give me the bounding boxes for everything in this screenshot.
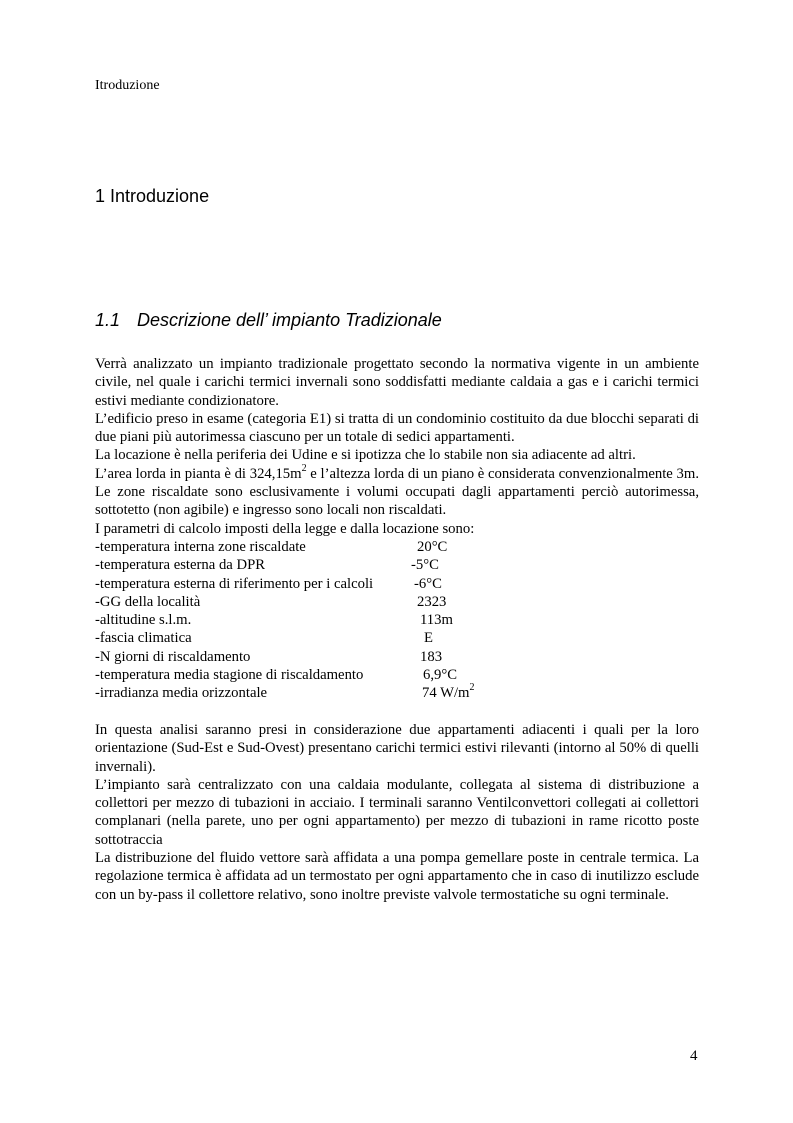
- parameter-row: [95, 648, 699, 666]
- parameter-row: [95, 666, 699, 684]
- parameter-value-text: 74 W/m: [422, 685, 470, 702]
- paragraph-intro: Verrà analizzato un impianto tradizionale progettato secondo la normativa vigente in un ambiente civile, nel quale i carichi termici invernali sono soddisfatti mediante caldaia a gas e i carichi termici estivi mediante condizionatore.: [95, 356, 699, 409]
- paragraph-area: [95, 462, 699, 520]
- parameters-list: [95, 538, 699, 703]
- parameter-row: [95, 611, 699, 629]
- subsection-title: Descrizione dell’ impianto Tradizionale: [137, 310, 442, 330]
- paragraph-building: L’edificio preso in esame (categoria E1) si tratta di un condominio costituito da due blocchi separati di due piani più autorimessa ciascuno per un totale di sedici appartamenti.: [95, 410, 699, 446]
- parameter-superscript: 2: [469, 682, 475, 694]
- params-intro: I parametri di calcolo imposti della legge e dalla locazione sono:: [95, 520, 475, 537]
- area-text-after: e l’altezza lorda di un piano è considerata convenzionalmente 3m. Le zone riscaldate sono esclusivamente i volumi occupati dagli appartamenti perciò autorimessa, sottotetto (non agibile) e ingresso sono locali non riscaldati.: [95, 465, 699, 519]
- parameter-row: [95, 629, 699, 647]
- area-superscript: 2: [301, 462, 307, 474]
- parameter-label: -fascia climatica: [95, 630, 192, 647]
- parameter-label: -N giorni di riscaldamento: [95, 648, 251, 665]
- parameter-label: -temperatura interna zone riscaldate: [95, 538, 306, 555]
- running-header: Itroduzione: [95, 78, 160, 93]
- parameter-label: -temperatura media stagione di riscaldamento: [95, 667, 364, 684]
- parameter-row: [95, 556, 699, 574]
- parameter-row: [95, 538, 699, 556]
- subsection-number: 1.1: [95, 310, 121, 330]
- parameter-row: [95, 575, 699, 593]
- subsection-heading: [95, 310, 442, 331]
- parameter-row: [95, 593, 699, 611]
- parameter-label: -irradianza media orizzontale: [95, 685, 268, 702]
- paragraph-distribution: La distribuzione del fluido vettore sarà affidata a una pompa gemellare poste in centrale termica. La regolazione termica è affidata ad un termostato per ogni appartamento che in caso di inutilizzo esclude con un by-pass il collettore relativo, sono inoltre previste valvole termostatiche su ogni terminale.: [95, 850, 699, 903]
- parameter-value: [422, 684, 474, 702]
- area-text-before: L’area lorda in pianta è di 324,15m: [95, 465, 302, 482]
- parameter-label: -altitudine s.l.m.: [95, 612, 192, 629]
- parameter-value: 2323: [417, 593, 447, 610]
- parameter-value: 20°C: [417, 538, 448, 555]
- parameter-value: 113m: [420, 612, 453, 629]
- paragraph-plant: L’impianto sarà centralizzato con una caldaia modulante, collegata al sistema di distribuzione a collettori per mezzo di tubazioni in acciaio. I terminali saranno Ventilconvettori collegati ai collettori complanari (nella parete, uno per ogni appartamento) per mezzo di tubazioni in rame ricotto poste sottotraccia: [95, 776, 699, 848]
- parameter-label: -temperatura esterna di riferimento per i calcoli: [95, 575, 374, 592]
- document-body: [95, 355, 699, 904]
- page-number: 4: [690, 1048, 698, 1064]
- paragraph-location: La locazione è nella periferia dei Udine e si ipotizza che lo stabile non sia adiacente ad altri.: [95, 447, 636, 464]
- paragraph-analysis: In questa analisi saranno presi in considerazione due appartamenti adiacenti i quali per la loro orientazione (Sud-Est e Sud-Ovest) presentano carichi termici estivi rilevanti (intorno al 50% di quelli invernali).: [95, 721, 699, 775]
- section-heading: 1 Introduzione: [95, 186, 210, 206]
- parameter-row: [95, 684, 699, 702]
- parameter-value: E: [424, 630, 433, 647]
- parameter-value: -6°C: [414, 575, 442, 592]
- parameter-value: -5°C: [411, 557, 439, 574]
- parameter-label: -temperatura esterna da DPR: [95, 557, 266, 574]
- parameter-label: -GG della località: [95, 593, 201, 610]
- parameter-value: 183: [420, 648, 443, 665]
- parameter-value: 6,9°C: [423, 667, 458, 684]
